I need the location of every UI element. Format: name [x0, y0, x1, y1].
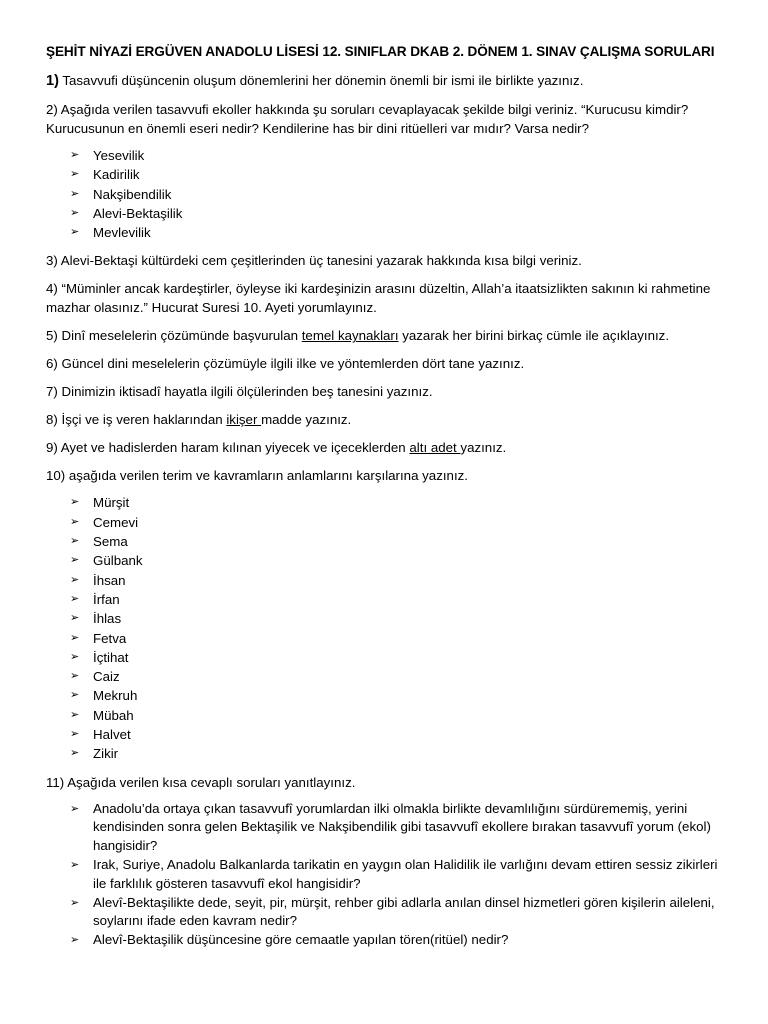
list-item-text: Zikir: [93, 746, 119, 762]
list-item-text: Mevlevilik: [93, 225, 151, 241]
arrow-bullet-icon: ➢: [70, 689, 80, 702]
list-item: [70, 165, 718, 184]
document-title: ŞEHİT NİYAZİ ERGÜVEN ANADOLU LİSESİ 12. SINIFLAR DKAB 2. DÖNEM 1. SINAV ÇALIŞMA SORULARI: [46, 44, 715, 59]
list-item: [70, 146, 718, 165]
list-item-text: Fetva: [93, 630, 127, 646]
list-item: [70, 493, 718, 512]
question-1: [46, 71, 718, 91]
list-item: [70, 856, 718, 893]
list-item: [70, 223, 718, 242]
question-10: 10) aşağıda verilen terim ve kavramların anlamlarını karşılarına yazınız.: [46, 468, 468, 484]
list-item-text: İçtihat: [93, 649, 129, 665]
list-item: [70, 648, 718, 667]
arrow-bullet-icon: ➢: [70, 554, 80, 567]
list-item: [70, 667, 718, 686]
list-item-text: Alevi-Bektaşilik: [93, 205, 183, 221]
arrow-bullet-icon: ➢: [70, 206, 80, 219]
question-8-post: madde yazınız.: [261, 412, 352, 428]
list-item: [70, 800, 718, 856]
list-item: [70, 551, 718, 570]
list-item: [70, 204, 718, 223]
question-5-underlined: temel kaynakları: [301, 328, 399, 344]
arrow-bullet-icon: ➢: [70, 896, 80, 909]
arrow-bullet-icon: ➢: [70, 670, 80, 683]
question-9-post: yazınız.: [460, 440, 507, 456]
question-10-list: [46, 493, 718, 763]
list-item: [70, 185, 718, 204]
list-item: [70, 532, 718, 551]
list-item: [70, 725, 718, 744]
question-2: 2) Aşağıda verilen tasavvufi ekoller hakkında şu soruları cevaplayacak şekilde bilgi veriniz. “Kurucusu kimdir? Kurucusunun en önemli eseri nedir? Kendilerine has bir dini ritüelleri var mıdır? Varsa nedir?: [46, 102, 689, 136]
list-item-text: Yesevilik: [93, 148, 145, 163]
list-item-text: Kadirilik: [93, 167, 140, 183]
question-9: [46, 438, 718, 457]
list-item: [70, 590, 718, 609]
arrow-bullet-icon: ➢: [70, 149, 80, 161]
arrow-bullet-icon: ➢: [70, 802, 80, 815]
list-item-text: Caiz: [93, 669, 120, 685]
list-item-text: İhlas: [93, 611, 122, 627]
list-item-text: Anadolu’da ortaya çıkan tasavvufî yorumlardan ilki olmakla birlikte devamlılığını sürdürememiş, yerini kendisinden sonra gelen Bektaşilik ve Nakşibendilik gibi tasavvufî ekollere bırakan tasavvufî yorum (ekol) hangisidir?: [93, 800, 711, 853]
list-item-text: Sema: [93, 534, 128, 550]
list-item-text: Halvet: [93, 727, 131, 743]
list-item-text: Gülbank: [93, 553, 143, 569]
arrow-bullet-icon: ➢: [70, 535, 80, 548]
list-item-text: Mürşit: [93, 495, 130, 511]
question-1-text: Tasavvufi düşüncenin oluşum dönemlerini her dönemin önemli bir ismi ile birlikte yazınız.: [58, 73, 584, 88]
list-item: [70, 609, 718, 628]
list-item: [70, 571, 718, 590]
arrow-bullet-icon: ➢: [70, 747, 80, 760]
arrow-bullet-icon: ➢: [70, 708, 80, 721]
question-5: [46, 326, 718, 345]
arrow-bullet-icon: ➢: [70, 612, 80, 625]
arrow-bullet-icon: ➢: [70, 168, 80, 181]
question-8-underlined: ikişer: [226, 412, 262, 428]
arrow-bullet-icon: ➢: [70, 650, 80, 663]
list-item: [70, 894, 718, 931]
arrow-bullet-icon: ➢: [70, 934, 80, 947]
list-item: [70, 744, 718, 763]
list-item: [70, 706, 718, 725]
arrow-bullet-icon: ➢: [70, 496, 80, 509]
list-item-text: Cemevi: [93, 514, 139, 530]
list-item-text: Mübah: [93, 707, 134, 723]
question-6: 6) Güncel dini meselelerin çözümüyle ilgili ilke ve yöntemlerden dört tane yazınız.: [46, 356, 525, 372]
list-item: [70, 513, 718, 532]
list-item-text: İhsan: [93, 572, 126, 588]
arrow-bullet-icon: ➢: [70, 573, 80, 586]
question-5-post: yazarak her birini birkaç cümle ile açıklayınız.: [398, 328, 670, 344]
question-5-pre: 5) Dinî meselelerin çözümünde başvurulan: [46, 328, 302, 344]
arrow-bullet-icon: ➢: [70, 187, 80, 200]
question-9-pre: 9) Ayet ve hadislerden haram kılınan yiyecek ve içeceklerden: [46, 440, 410, 456]
list-item-text: İrfan: [93, 591, 120, 607]
list-item-text: Alevî-Bektaşilik düşüncesine göre cemaatle yapılan tören(ritüel) nedir?: [93, 932, 509, 948]
question-7: 7) Dinimizin iktisadî hayatla ilgili ölçülerinden beş tanesini yazınız.: [46, 384, 433, 400]
question-2-list: [46, 146, 718, 242]
list-item-text: Alevî-Bektaşilikte dede, seyit, pir, mürşit, rehber gibi adlarla anılan dinsel hizmetleri gören kişilerin aileleni, soylarını ifade eden kavram nedir?: [93, 894, 715, 929]
arrow-bullet-icon: ➢: [70, 631, 80, 644]
arrow-bullet-icon: ➢: [70, 728, 80, 741]
question-4: 4) “Müminler ancak kardeştirler, öyleyse iki kardeşinizin arasını düzeltin, Allah’a itaatsizlikten sakının ki rahmetine mazhar olasınız.” Hucurat Suresi 10. Ayeti yorumlayınız.: [46, 281, 711, 316]
question-9-underlined: altı adet: [409, 440, 461, 456]
arrow-bullet-icon: ➢: [70, 226, 80, 239]
question-11-list: [46, 800, 718, 950]
question-8-pre: 8) İşçi ve iş veren haklarından: [46, 412, 227, 428]
list-item: [70, 686, 718, 705]
list-item-text: Mekruh: [93, 688, 138, 704]
list-item: [70, 629, 718, 648]
question-1-number: 1): [46, 73, 59, 89]
question-11: 11) Aşağıda verilen kısa cevaplı soruları yanıtlayınız.: [46, 774, 356, 790]
list-item: [70, 931, 718, 950]
arrow-bullet-icon: ➢: [70, 858, 80, 871]
question-8: [46, 410, 718, 429]
question-3: 3) Alevi-Bektaşi kültürdeki cem çeşitlerinden üç tanesini yazarak hakkında kısa bilgi veriniz.: [46, 253, 582, 269]
arrow-bullet-icon: ➢: [70, 592, 80, 605]
arrow-bullet-icon: ➢: [70, 515, 80, 528]
list-item-text: Nakşibendilik: [93, 186, 172, 202]
list-item-text: Irak, Suriye, Anadolu Balkanlarda tarikatin en yaygın olan Halidilik ile varlığını devam ettiren sessiz zikirleri ile farklılık gösteren tasavvufî ekol hangisidir?: [93, 856, 718, 891]
